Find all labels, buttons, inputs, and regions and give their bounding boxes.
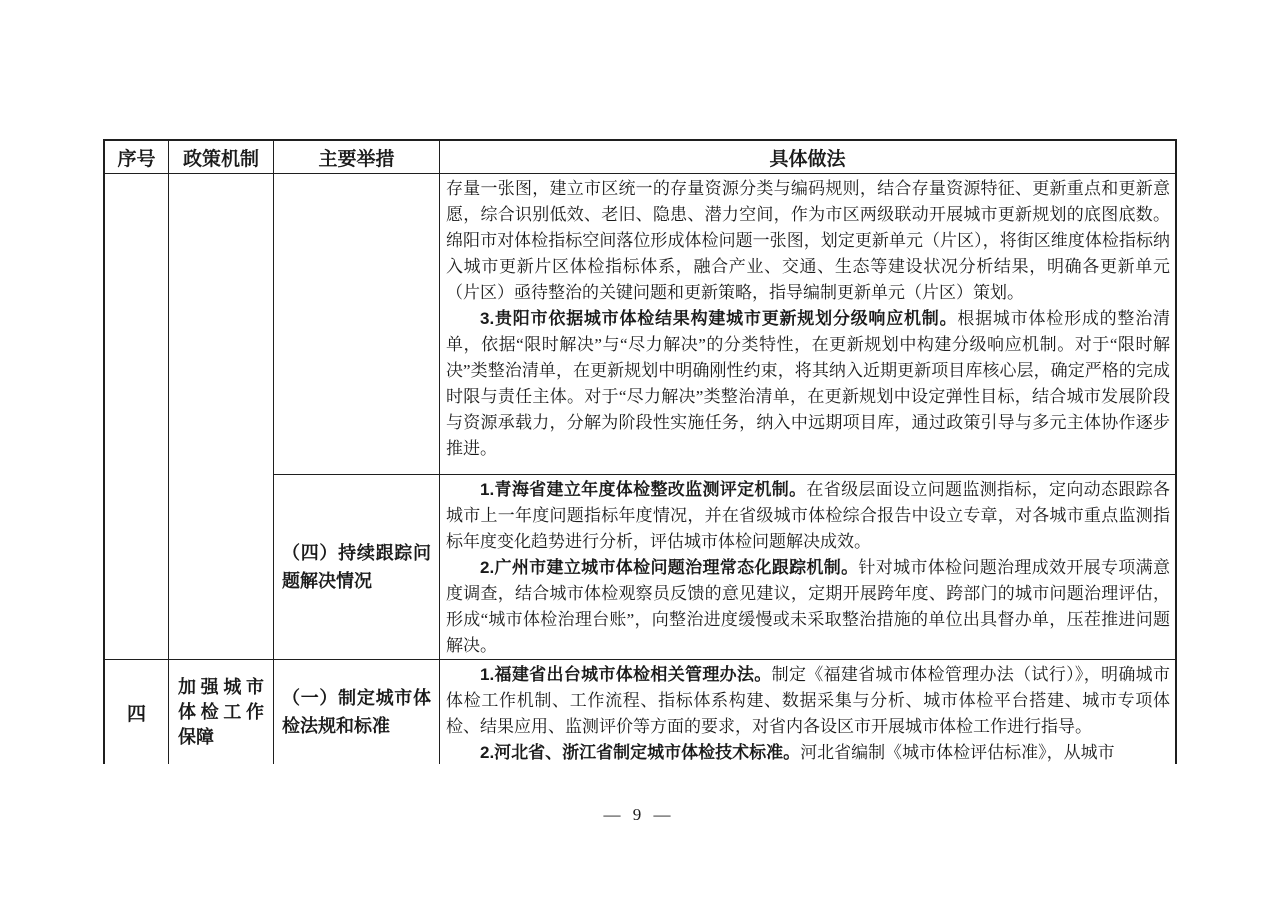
paragraph-text: 制定《福建省城市体检管理办法（试行）》，明确城市体检工作机制、工作流程、指标体系构建、数据采集与分析、城市体检平台搭建、城市专项体检、结果应用、监测评价等方面的要求，对省内各设区市开展城市体检工作进行指导。 xyxy=(446,665,1170,736)
paragraph-lead: 1.青海省建立年度体检整改监测评定机制。 xyxy=(480,480,807,499)
paragraph-text: 河北省编制《城市体检评估标准》，从城市 xyxy=(800,743,1115,762)
mechanism-cell-continued xyxy=(169,174,274,660)
paragraph xyxy=(446,306,1170,462)
details-cell-row3 xyxy=(440,660,1175,764)
measure-value: （一）制定城市体检法规和标准 xyxy=(282,688,431,736)
serial-value: 四 xyxy=(126,703,146,725)
paragraph xyxy=(446,662,1170,740)
measure-value: （四）持续跟踪问题解决情况 xyxy=(282,543,431,591)
paragraph xyxy=(446,477,1170,555)
mechanism-value: 加强城市体检工作保障 xyxy=(178,676,264,747)
serial-cell-four xyxy=(105,660,169,764)
header-details xyxy=(440,141,1175,174)
paragraph-text: 在省级层面设立问题监测指标，定向动态跟踪各城市上一年度问题指标年度情况，并在省级城市体检综合报告中设立专章，对各城市重点监测指标年度变化趋势进行分析，评估城市体检问题解决成效。 xyxy=(446,480,1170,551)
measure-cell-continued xyxy=(274,174,440,475)
paragraph-text: 根据城市体检形成的整治清单，依据“限时解决”与“尽力解决”的分类特性，在更新规划中构建分级响应机制。对于“限时解决”类整治清单，在更新规划中明确刚性约束，将其纳入近期更新项目库核心层，确定严格的完成时限与责任主体。对于“尽力解决”类整治清单，在更新规划中设定弹性目标，结合城市发展阶段与资源承载力，分解为阶段性实施任务，纳入中远期项目库，通过政策引导与多元主体协作逐步推进。 xyxy=(446,309,1170,458)
measure-cell-standards xyxy=(274,660,440,764)
paragraph-text: 存量一张图，建立市区统一的存量资源分类与编码规则，结合存量资源特征、更新重点和更新意愿，综合识别低效、老旧、隐患、潜力空间，作为市区两级联动开展城市更新规划的底图底数。绵阳市对体检指标空间落位形成体检问题一张图，划定更新单元（片区），将街区维度体检指标纳入城市更新片区体检指标体系，融合产业、交通、生态等建设状况分析结果，明确各更新单元（片区）亟待整治的关键问题和更新策略，指导编制更新单元（片区）策划。 xyxy=(446,179,1170,302)
header-measure xyxy=(274,141,440,174)
header-serial xyxy=(105,141,169,174)
measure-cell-track-progress xyxy=(274,475,440,660)
paragraph xyxy=(446,555,1170,659)
header-details-label: 具体做法 xyxy=(769,148,846,170)
paragraph xyxy=(446,176,1170,306)
paragraph-text: 针对城市体检问题治理成效开展专项满意度调查，结合城市体检观察员反馈的意见建议，定期开展跨年度、跨部门的城市问题治理评估，形成“城市体检治理台账”，向整治进度缓慢或未采取整治措施的单位出具督办单，压茬推进问题解决。 xyxy=(446,558,1170,655)
header-mechanism-label: 政策机制 xyxy=(182,148,259,170)
serial-cell-continued xyxy=(105,174,169,660)
mechanism-cell-safeguard xyxy=(169,660,274,764)
paragraph-lead: 3.贵阳市依据城市体检结果构建城市更新规划分级响应机制。 xyxy=(480,309,958,328)
paragraph-lead: 2.广州市建立城市体检问题治理常态化跟踪机制。 xyxy=(480,558,859,577)
header-mechanism xyxy=(169,141,274,174)
header-measure-label: 主要举措 xyxy=(318,148,395,170)
paragraph xyxy=(446,740,1170,764)
page-number: — 9 — xyxy=(603,805,671,824)
details-cell-row2 xyxy=(440,475,1175,660)
paragraph-lead: 2.河北省、浙江省制定城市体检技术标准。 xyxy=(480,743,801,762)
details-cell-row1 xyxy=(440,174,1175,475)
paragraph-lead: 1.福建省出台城市体检相关管理办法。 xyxy=(480,665,772,684)
header-serial-label: 序号 xyxy=(117,148,156,170)
policy-table xyxy=(103,139,1177,764)
